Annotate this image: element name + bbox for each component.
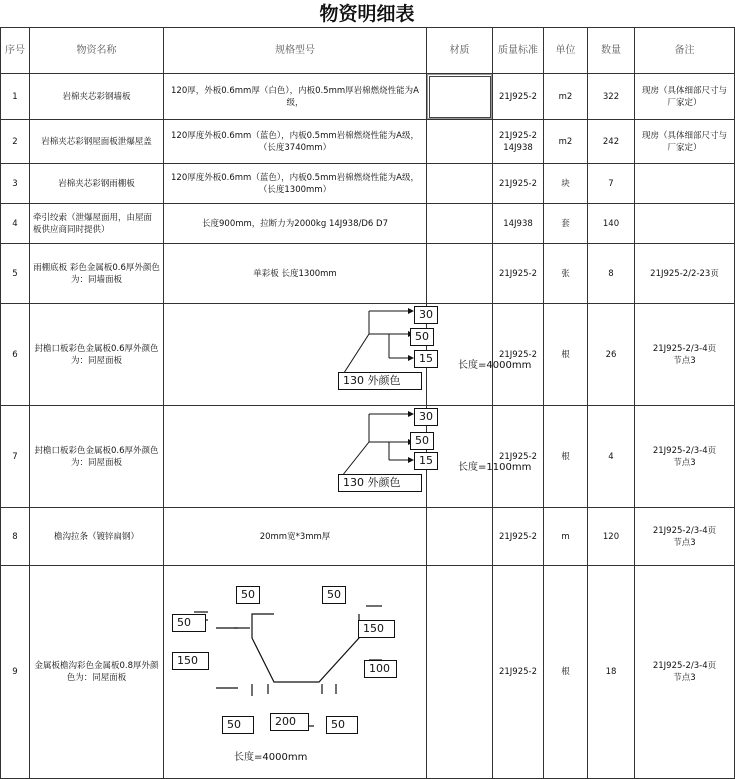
cell-qty[interactable]: 18: [588, 566, 635, 779]
color-label: 130 外颜色: [338, 474, 422, 492]
cell-qty[interactable]: 322: [588, 74, 635, 120]
dim-label: 15: [414, 350, 438, 368]
cell-material[interactable]: [427, 164, 493, 204]
cell-no[interactable]: 7: [1, 406, 30, 508]
dim-label: 150: [358, 620, 395, 638]
header-cell: 材质: [427, 28, 493, 74]
cell-material[interactable]: [427, 566, 493, 779]
length-label: 长度=4000mm: [234, 752, 308, 763]
cell-note[interactable]: 21J925-2/3-4页 节点3: [635, 566, 735, 779]
length-label: 长度=4000mm: [458, 360, 532, 371]
cell-unit[interactable]: m2: [544, 74, 588, 120]
dim-label: 50: [172, 614, 206, 632]
dim-label: 50: [236, 586, 260, 604]
cell-std[interactable]: 21J925-2: [493, 508, 544, 566]
cell-no[interactable]: 5: [1, 244, 30, 304]
dim-label: 30: [414, 408, 438, 426]
header-cell: 序号: [1, 28, 30, 74]
cell-spec[interactable]: 120厚度外板0.6mm（蓝色），内板0.5mm岩棉燃烧性能为A级，（长度3740mm）: [164, 120, 427, 164]
cell-material[interactable]: [427, 508, 493, 566]
cell-unit[interactable]: 张: [544, 244, 588, 304]
length-label: 长度=1100mm: [458, 462, 532, 473]
header-cell: 质量标准: [493, 28, 544, 74]
cell-no[interactable]: 2: [1, 120, 30, 164]
table-row: [1, 406, 735, 508]
cell-qty[interactable]: 242: [588, 120, 635, 164]
table-row: [1, 204, 735, 244]
cell-no[interactable]: 6: [1, 304, 30, 406]
cell-std[interactable]: 14J938: [493, 204, 544, 244]
dim-label: 100: [364, 660, 397, 678]
cell-spec[interactable]: 120厚，外板0.6mm厚（白色），内板0.5mm厚岩棉燃烧性能为A级，: [164, 74, 427, 120]
cell-qty[interactable]: 26: [588, 304, 635, 406]
dim-label: 150: [172, 652, 209, 670]
header-cell: 数量: [588, 28, 635, 74]
material-table: [0, 27, 735, 779]
dim-label: 200: [270, 713, 309, 731]
color-label: 130 外颜色: [338, 372, 422, 390]
cell-name[interactable]: 雨棚底板 彩色金属板0.6厚外颜色为：同墙面板: [30, 244, 164, 304]
cell-name[interactable]: 金属板檐沟彩色金属板0.8厚外颜色为：同屋面板: [30, 566, 164, 779]
table-row: [1, 164, 735, 204]
cell-std[interactable]: 21J925-2: [493, 74, 544, 120]
dim-label: 50: [410, 328, 434, 346]
cell-unit[interactable]: 块: [544, 164, 588, 204]
cell-std[interactable]: 21J925-2: [493, 566, 544, 779]
cell-no[interactable]: 8: [1, 508, 30, 566]
cell-name[interactable]: 牵引绞索（泄爆屋面用，由屋面板供应商同时提供）: [30, 204, 164, 244]
cell-name[interactable]: 封檐口板彩色金属板0.6厚外颜色为：同屋面板: [30, 406, 164, 508]
cell-no[interactable]: 3: [1, 164, 30, 204]
cell-note[interactable]: 现房（具体细部尺寸与厂家定）: [635, 120, 735, 164]
table-row: [1, 508, 735, 566]
cell-note[interactable]: 21J925-2/3-4页 节点3: [635, 508, 735, 566]
cell-std[interactable]: 21J925-2: [493, 244, 544, 304]
cell-note[interactable]: [635, 204, 735, 244]
cell-qty[interactable]: 8: [588, 244, 635, 304]
header-row: [1, 28, 735, 74]
cell-material[interactable]: [427, 204, 493, 244]
cell-material[interactable]: [427, 244, 493, 304]
cell-unit[interactable]: 根: [544, 566, 588, 779]
cell-qty[interactable]: 4: [588, 406, 635, 508]
page-title: 物资明细表: [319, 3, 415, 25]
dim-label: 50: [410, 432, 434, 450]
cell-no[interactable]: 9: [1, 566, 30, 779]
cell-note[interactable]: 21J925-2/3-4页 节点3: [635, 406, 735, 508]
cell-unit[interactable]: m2: [544, 120, 588, 164]
cell-spec[interactable]: 长度900mm，拉断力为2000kg 14J938/D6 D7: [164, 204, 427, 244]
table-row: [1, 120, 735, 164]
cell-no[interactable]: 4: [1, 204, 30, 244]
cell-note[interactable]: 21J925-2/3-4页 节点3: [635, 304, 735, 406]
header-cell: 单位: [544, 28, 588, 74]
table-row: [1, 566, 735, 779]
cell-spec-sketch[interactable]: [164, 566, 427, 779]
cell-qty[interactable]: 120: [588, 508, 635, 566]
cell-unit[interactable]: 套: [544, 204, 588, 244]
cell-no[interactable]: 1: [1, 74, 30, 120]
cell-spec[interactable]: 20mm宽*3mm厚: [164, 508, 427, 566]
cell-unit[interactable]: m: [544, 508, 588, 566]
cell-qty[interactable]: 7: [588, 164, 635, 204]
header-cell: 规格型号: [164, 28, 427, 74]
cell-std[interactable]: 21J925-2: [493, 164, 544, 204]
cell-material[interactable]: [427, 120, 493, 164]
table-row: [1, 74, 735, 120]
header-cell: 备注: [635, 28, 735, 74]
dim-label: 50: [326, 716, 358, 734]
dim-label: 30: [414, 306, 438, 324]
cell-note[interactable]: 21J925-2/2-23页: [635, 244, 735, 304]
table-row: [1, 244, 735, 304]
cell-name[interactable]: 岩棉夹芯彩钢雨棚板: [30, 164, 164, 204]
cell-std[interactable]: 21J925-2: [493, 406, 544, 508]
cell-material-selected[interactable]: [427, 74, 493, 120]
cell-spec[interactable]: 单彩板 长度1300mm: [164, 244, 427, 304]
cell-std[interactable]: 21J925-2 14J938: [493, 120, 544, 164]
header-cell: 物资名称: [30, 28, 164, 74]
dim-label: 50: [222, 716, 254, 734]
table-row: [1, 304, 735, 406]
cell-spec[interactable]: 120厚度外板0.6mm（蓝色），内板0.5mm岩棉燃烧性能为A级，（长度1300mm）: [164, 164, 427, 204]
cell-unit[interactable]: 根: [544, 406, 588, 508]
flashing-sketch-lines: [164, 304, 426, 406]
cell-name[interactable]: 檐沟拉条（镀锌扁钢）: [30, 508, 164, 566]
cell-unit[interactable]: 根: [544, 304, 588, 406]
cell-name[interactable]: 岩棉夹芯彩钢屋面板泄爆屋盖: [30, 120, 164, 164]
flashing-sketch-lines: [164, 406, 426, 508]
dim-label: 15: [414, 452, 438, 470]
cell-std[interactable]: 21J925-2: [493, 304, 544, 406]
cell-note[interactable]: [635, 164, 735, 204]
cell-name[interactable]: 岩棉夹芯彩钢墙板: [30, 74, 164, 120]
dim-label: 50: [322, 586, 346, 604]
cell-qty[interactable]: 140: [588, 204, 635, 244]
cell-note[interactable]: 现房（具体细部尺寸与厂家定）: [635, 74, 735, 120]
cell-name[interactable]: 封檐口板彩色金属板0.6厚外颜色为：同屋面板: [30, 304, 164, 406]
